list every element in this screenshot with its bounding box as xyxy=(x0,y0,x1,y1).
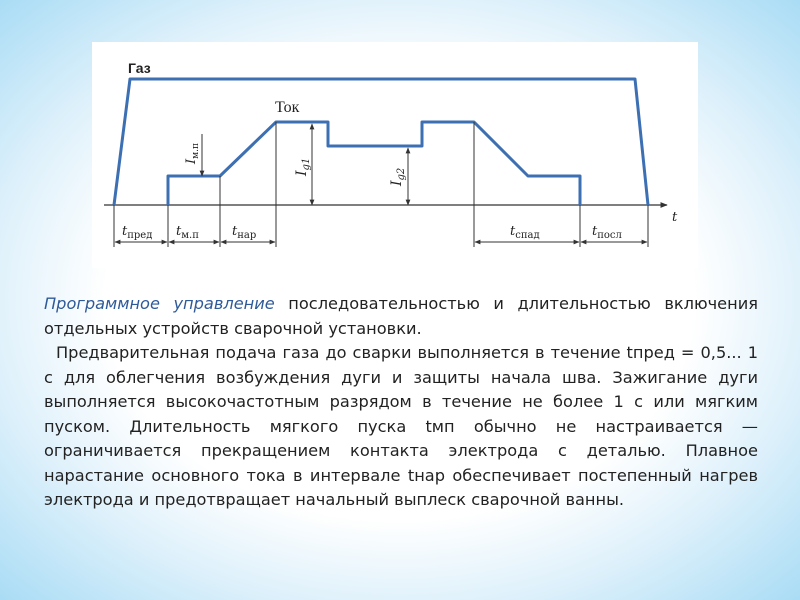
intro-rest: последовательностью и длительностью включения отдельных устройств сварочной установки. xyxy=(44,294,758,338)
t-nar-label: $t_{нар}$ xyxy=(232,224,257,241)
time-axis-label: t xyxy=(672,210,678,225)
current-curve xyxy=(168,122,580,205)
welding-cycle-diagram xyxy=(92,42,698,268)
current-label: Ток xyxy=(275,99,300,116)
t-spad-label: $t_{спад}$ xyxy=(510,224,540,241)
diagram-svg xyxy=(92,42,698,268)
paragraph-details: Предварительная подача газа до сварки выполняется в течение tпред = 0,5... 1 с для облегчения возбуждения дуги и защиты начала шва. Зажигание дуги выполняется высокочастотным разрядом в течение не более 1 с или мягким пуском. Длительность мягкого пуска tмп обычно не настраивается — ограничивается прекращением контакта электрода с деталью. Плавное нарастание основного тока в интервале tнар обеспечивает постепенный нагрев электрода и предотвращает начальный выплеск сварочной ванны. xyxy=(44,343,758,509)
t-posl-label: $t_{посл}$ xyxy=(592,224,622,241)
i-mp-label: $I_{м.п}$ xyxy=(184,142,201,164)
paragraph-intro xyxy=(44,292,758,341)
ig2-label: $I_{g2}$ xyxy=(389,167,407,186)
lead-term: Программное управление xyxy=(44,294,275,313)
gas-curve xyxy=(114,79,648,205)
t-pred-label: $t_{пред}$ xyxy=(122,224,153,241)
ig1-label: $I_{g1}$ xyxy=(294,157,312,176)
gas-label: Газ xyxy=(128,60,151,76)
description-text xyxy=(44,292,758,513)
t-mp-label: $t_{м.п}$ xyxy=(176,224,199,241)
